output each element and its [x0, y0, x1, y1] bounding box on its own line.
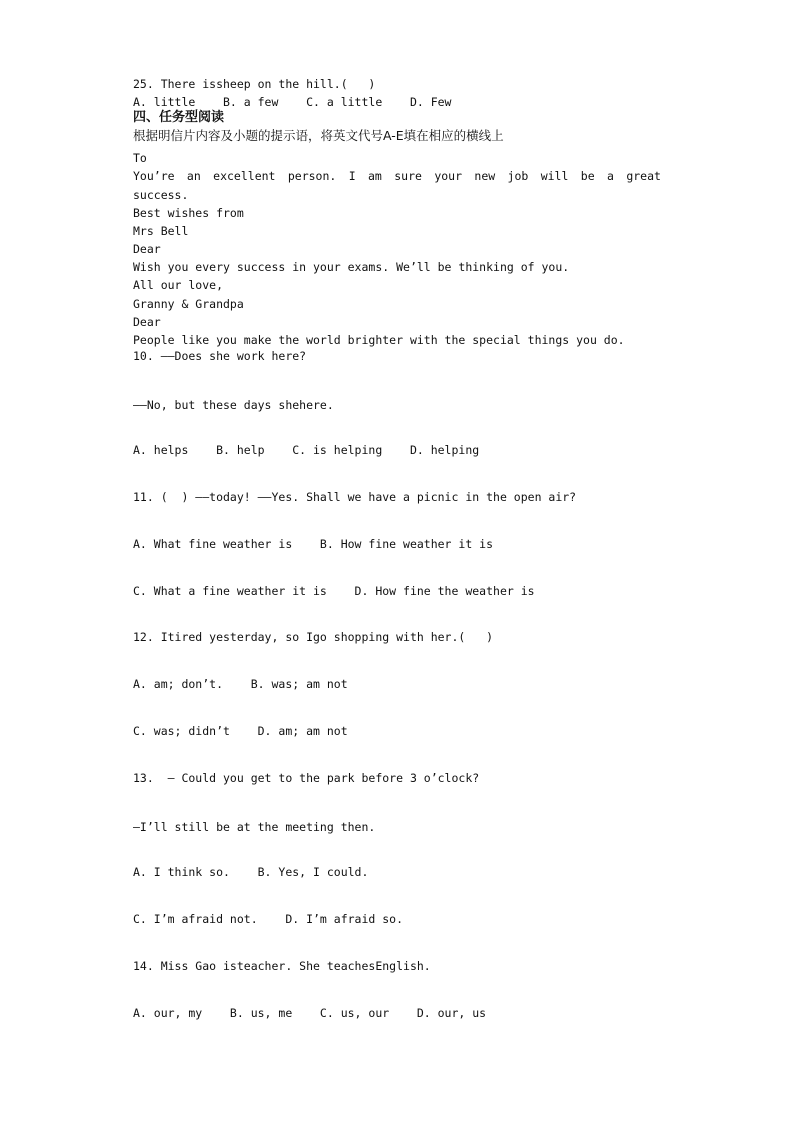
card1-body-word: person. [287, 169, 337, 183]
card1-body-word: job [507, 169, 529, 183]
card1-body-word: great [626, 169, 661, 183]
card1-body-word: am [368, 169, 382, 183]
card2-sign-line1: All our love, [133, 278, 224, 292]
section-instruction: 根据明信片内容及小题的提示语，将英文代号A-E填在相应的横线上 [133, 128, 504, 143]
card1-body-word: I [348, 169, 356, 183]
q13-stem: 13. — Could you get to the park before 3 o’clock? [133, 771, 480, 785]
section-heading: 四、任务型阅读 [133, 110, 225, 125]
card1-body-word: new [474, 169, 496, 183]
card2-sign-line2: Granny & Grandpa [133, 297, 244, 311]
card1-body-end: success. [133, 188, 189, 202]
card1-body-word: excellent [213, 169, 276, 183]
q10-reply: ——No, but these days shehere. [133, 398, 334, 412]
q14-stem: 14. Miss Gao isteacher. She teachesEnglish. [133, 959, 431, 973]
q10-stem: 10. ——Does she work here? [133, 349, 307, 363]
q11-stem: 11. ( ) ——today! ——Yes. Shall we have a picnic in the open air? [133, 490, 577, 504]
card3-body: People like you make the world brighter with the special things you do. [133, 333, 625, 347]
q13-options-line1: A. I think so. B. Yes, I could. [133, 865, 369, 879]
card1-body-word: be [580, 169, 595, 183]
q12-stem: 12. Itired yesterday, so Igo shopping with her.( ) [133, 630, 494, 644]
card1-body [133, 169, 661, 183]
card1-body-word: will [540, 169, 569, 183]
card2-dear: Dear [133, 242, 161, 256]
q12-options-line1: A. am; don’t. B. was; am not [133, 677, 348, 691]
q25-stem: 25. There issheep on the hill.( ) [133, 77, 376, 91]
q10-options: A. helps B. help C. is helping D. helping [133, 443, 480, 457]
card1-body-word: an [186, 169, 201, 183]
card1-sign-line1: Best wishes from [133, 206, 244, 220]
q14-options: A. our, my B. us, me C. us, our D. our, us [133, 1006, 487, 1020]
card3-dear: Dear [133, 315, 161, 329]
card1-body-word: sure [394, 169, 422, 183]
q25-options: A. little B. a few C. a little D. Few [133, 95, 452, 109]
q11-options-line2: C. What a fine weather it is D. How fine the weather is [133, 584, 535, 598]
card1-to: To [133, 151, 147, 165]
card1-body-word: your [434, 169, 463, 183]
card1-body-word: You’re [133, 169, 175, 183]
q13-reply: —I’ll still be at the meeting then. [133, 820, 376, 834]
card1-sign-line2: Mrs Bell [133, 224, 189, 238]
q13-options-line2: C. I’m afraid not. D. I’m afraid so. [133, 912, 404, 926]
q12-options-line2: C. was; didn’t D. am; am not [133, 724, 348, 738]
card2-body: Wish you every success in your exams. We’ll be thinking of you. [133, 260, 570, 274]
q11-options-line1: A. What fine weather is B. How fine weather it is [133, 537, 494, 551]
card1-body-word: a [607, 169, 614, 183]
